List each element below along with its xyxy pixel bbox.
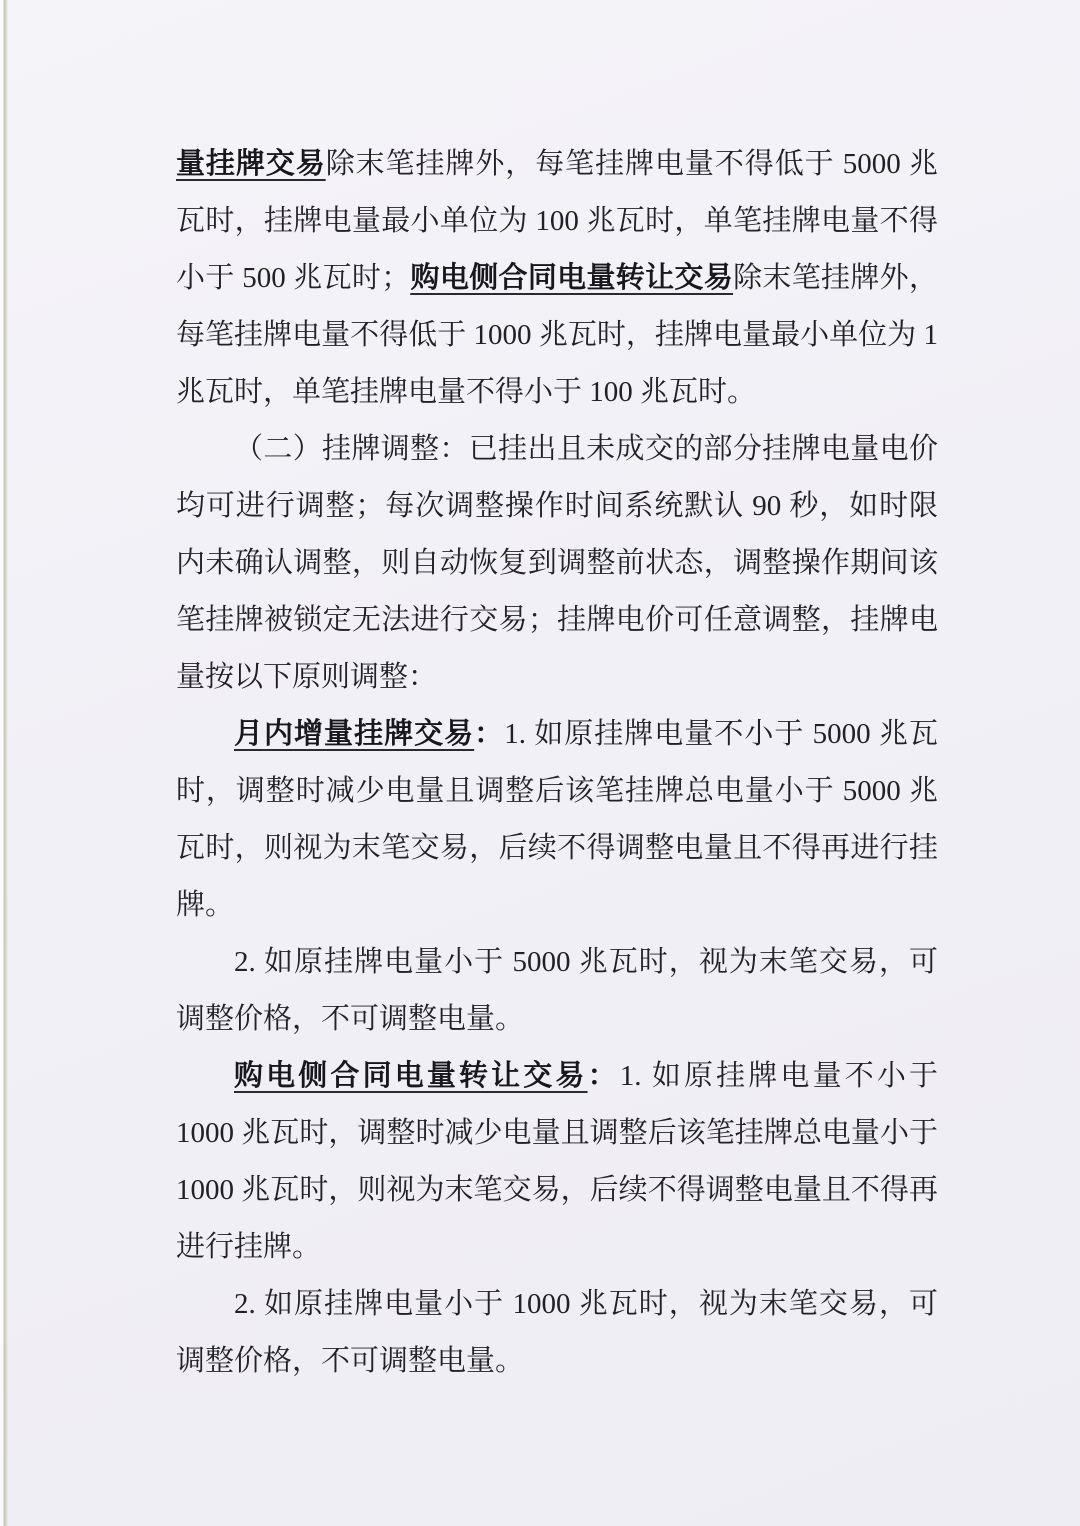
paragraph: [176, 706, 938, 934]
text-line: [176, 421, 938, 478]
text-line: [176, 307, 938, 364]
text-line: [176, 1048, 938, 1105]
text-run: 调整价格，不可调整电量。: [176, 1345, 525, 1377]
text-line: [176, 1162, 938, 1219]
scan-edge-artifact: [0, 0, 8, 1526]
text-line: [176, 535, 938, 592]
text-line: [176, 820, 938, 877]
text-run: 1. 如原挂牌电量不小于 5000 兆瓦: [504, 718, 938, 750]
text-run: 除末笔挂牌外，: [733, 262, 938, 294]
text-line: [176, 649, 938, 706]
text-line: [176, 1276, 938, 1333]
text-run: 小于 500 兆瓦时；: [176, 262, 411, 294]
text-run: 时，调整时减少电量且调整后该笔挂牌总电量小于 5000 兆: [176, 775, 938, 807]
text-run: 1. 如原挂牌电量不小于: [619, 1060, 938, 1092]
text-run: ：: [474, 718, 505, 750]
paragraph: [176, 421, 938, 706]
paragraph: [176, 136, 938, 421]
text-run: 2. 如原挂牌电量小于 1000 兆瓦时，视为末笔交易，可: [234, 1288, 938, 1320]
text-line: [176, 364, 938, 421]
text-line: [176, 934, 938, 991]
text-line: [176, 136, 938, 193]
text-run: 每笔挂牌电量不得低于 1000 兆瓦时，挂牌电量最小单位为 1: [176, 319, 938, 351]
text-run: 2. 如原挂牌电量小于 5000 兆瓦时，视为末笔交易，可: [234, 946, 938, 978]
text-line: [176, 1333, 938, 1390]
underlined-term: 量挂牌交易: [176, 148, 326, 180]
text-line: [176, 706, 938, 763]
text-run: ：: [587, 1060, 620, 1092]
text-run: 笔挂牌被锁定无法进行交易；挂牌电价可任意调整，挂牌电: [176, 604, 938, 636]
text-run: （二）挂牌调整：已挂出且未成交的部分挂牌电量电价: [234, 433, 938, 465]
paragraph: [176, 1276, 938, 1390]
text-run: 兆瓦时，单笔挂牌电量不得小于 100 兆瓦时。: [176, 376, 757, 408]
underlined-term: 月内增量挂牌交易: [234, 718, 475, 750]
text-run: 瓦时，挂牌电量最小单位为 100 兆瓦时，单笔挂牌电量不得: [176, 205, 938, 237]
text-run: 牌。: [176, 889, 235, 921]
text-line: [176, 991, 938, 1048]
document-body: [176, 136, 938, 1390]
text-line: [176, 193, 938, 250]
text-run: 量按以下原则调整：: [176, 661, 438, 693]
text-run: 1000 兆瓦时，则视为末笔交易，后续不得调整电量且不得再: [176, 1174, 938, 1206]
text-run: 1000 兆瓦时，调整时减少电量且调整后该笔挂牌总电量小于: [176, 1117, 938, 1149]
text-run: 均可进行调整；每次调整操作时间系统默认 90 秒，如时限: [176, 490, 938, 522]
text-line: [176, 478, 938, 535]
paragraph: [176, 934, 938, 1048]
text-line: [176, 1105, 938, 1162]
underlined-term: 购电侧合同电量转让交易: [234, 1060, 588, 1092]
text-line: [176, 250, 938, 307]
text-line: [176, 1219, 938, 1276]
text-run: 进行挂牌。: [176, 1231, 322, 1263]
text-run: 内未确认调整，则自动恢复到调整前状态，调整操作期间该: [176, 547, 938, 579]
text-run: 调整价格，不可调整电量。: [176, 1003, 525, 1035]
underlined-term: 购电侧合同电量转让交易: [410, 262, 734, 294]
paragraph: [176, 1048, 938, 1276]
text-run: 除末笔挂牌外，每笔挂牌电量不得低于 5000 兆: [325, 148, 938, 180]
text-line: [176, 763, 938, 820]
text-run: 瓦时，则视为末笔交易，后续不得调整电量且不得再进行挂: [176, 832, 938, 864]
text-line: [176, 877, 938, 934]
text-line: [176, 592, 938, 649]
